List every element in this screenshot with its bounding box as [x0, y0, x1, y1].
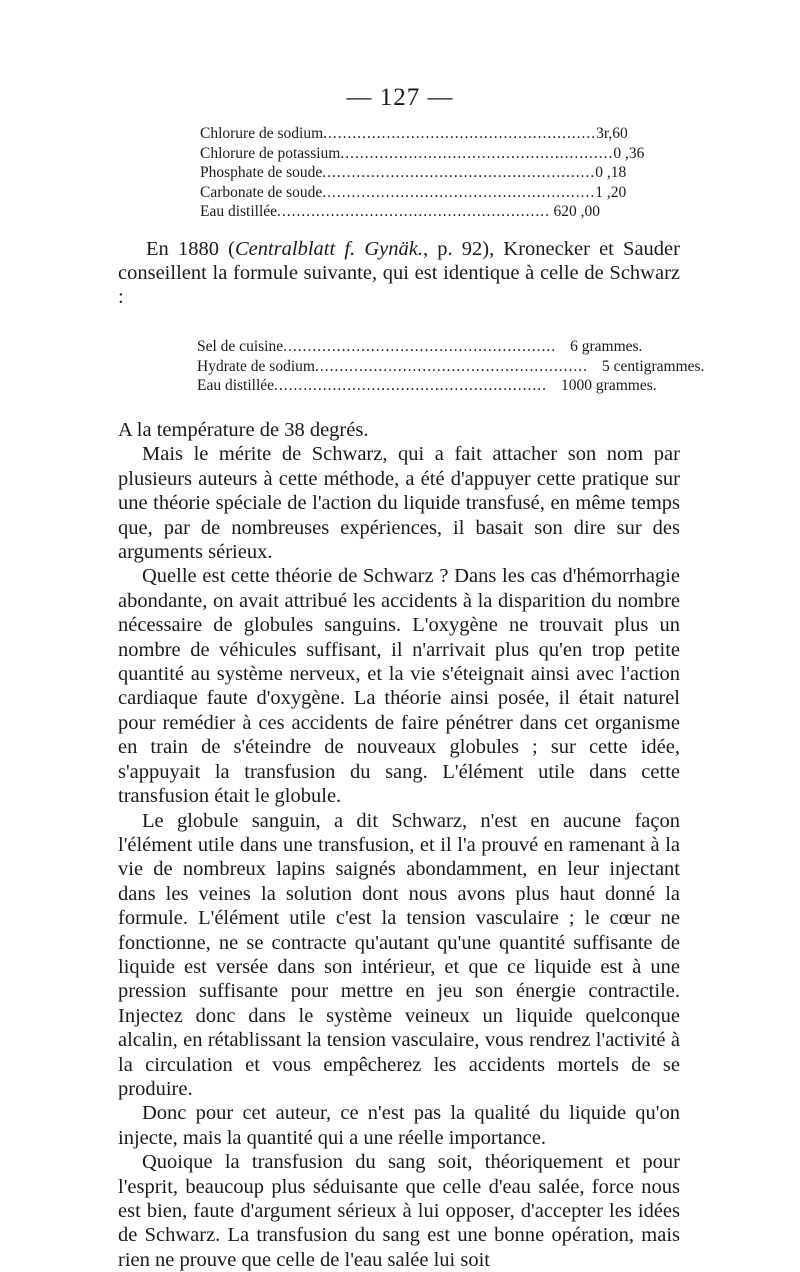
body-text — [118, 418, 680, 1272]
body-paragraph: Le globule sanguin, a dit Schwarz, n'est en aucune façon l'élément utile dans une transfusion, et il l'a prouvé en ramenant à la vie de nombreux lapins saignés abondamment, en leur injectant dans les veines la solution dont nous avons plus haut donné la formule. L'élément utile c'est la tension vasculaire ; le cœur ne fonctionne, ne se contracte qu'autant qu'une quantité suffisante de liquide est versée dans son intérieur, et que ce liquide est à une pression suffisante pour mettre en jeu son énergie contractile. Injectez donc dans le système veineux un liquide quelconque alcalin, en rétablissant la tension vasculaire, vous rendrez l'activité à la circulation et vous empêcherez les accidents mortels de se produire. — [118, 809, 680, 1100]
ingredient-value: 1 ,20 — [595, 183, 627, 201]
body-paragraph: Mais le mérite de Schwarz, qui a fait attacher son nom par plusieurs auteurs à cette méthode, a été d'appuyer cette pratique sur une théorie spéciale de l'action du liquide transfusé, en même temps que, par de nombreuses expériences, il basait son dire sur des arguments sérieux. — [118, 443, 680, 564]
ingredient-label: Carbonate de soude — [200, 183, 323, 201]
leader-dots: ........................................................ — [283, 338, 557, 355]
table-row — [200, 163, 627, 183]
ingredient-label: Sel de cuisine — [197, 338, 284, 355]
ingredient-value: 620 ,00 — [553, 203, 600, 220]
leader-dots: ........................................................ — [323, 125, 597, 142]
ingredient-label: Phosphate de soude — [200, 164, 323, 181]
body-paragraph: Donc pour cet auteur, ce n'est pas la qualité du liquide qu'on injecte, mais la quantité qui a une réelle importance. — [118, 1102, 680, 1149]
table-row — [200, 202, 600, 222]
table-row — [197, 337, 643, 357]
ingredient-value: 5 centigrammes. — [601, 357, 705, 375]
table-row — [200, 183, 627, 203]
intro-paragraph — [118, 237, 680, 309]
table-row — [197, 376, 657, 396]
ingredient-value: 1000 grammes. — [561, 377, 657, 394]
leader-dots: ........................................................ — [322, 164, 596, 181]
body-paragraph: Quoique la transfusion du sang soit, théoriquement et pour l'esprit, beaucoup plus séduisante que celle d'eau salée, force nous est bien, faute d'argument sérieux à lui opposer, d'accepter les idées de Schwarz. La transfusion du sang est une bonne opération, mais rien ne prouve que celle de l'eau salée lui soit — [118, 1151, 680, 1271]
ingredient-label: Eau distillée — [197, 377, 275, 394]
leader-dots: ........................................................ — [274, 377, 548, 394]
leader-dots: ........................................................ — [340, 144, 614, 162]
leader-dots: ........................................................ — [314, 357, 588, 375]
ingredient-label: Chlorure de potassium — [200, 144, 341, 162]
saline-composition-table-2 — [197, 337, 705, 396]
ingredient-label: Hydrate de sodium — [197, 357, 315, 375]
leader-dots: ........................................................ — [322, 183, 596, 201]
ingredient-value: 0 ,36 — [613, 144, 645, 162]
table-row — [197, 357, 705, 377]
journal-citation: Centralblatt f. Gynäk. — [234, 238, 423, 260]
ingredient-label: Chlorure de sodium — [200, 125, 324, 142]
body-paragraph: Quelle est cette théorie de Schwarz ? Dans les cas d'hémorrhagie abondante, on avait attribué les accidents à la disparition du nombre nécessaire de globules sanguins. L'oxygène ne trouvait plus un nombre de véhicules suffisant, il n'arrivait plus qu'en trop petite quantité au système nerveux, et la vie s'éteignait ainsi avec l'action cardiaque faute d'oxygène. La théorie ainsi posée, il était naturel pour remédier à ces accidents de faire pénétrer dans cet organisme en train de s'éteindre de nouveaux globules ; sur cette idée, s'appuyait la transfusion du sang. L'élément utile dans cette transfusion était le globule. — [118, 565, 680, 808]
ingredient-value: 3r,60 — [596, 125, 628, 142]
ingredient-value: 0 ,18 — [595, 164, 627, 181]
intro-text-before: En 1880 ( — [146, 238, 235, 260]
ingredient-label: Eau distillée — [200, 203, 278, 220]
saline-composition-table-1 — [200, 124, 645, 222]
table-row — [200, 124, 628, 144]
leader-dots: ........................................................ — [277, 203, 551, 220]
intro-text-after: , p. 92), Kronecker et Sauder conseillent la formule suivante, qui est identique à celle de Schwarz : — [118, 238, 680, 308]
table-row — [200, 144, 645, 164]
page-number: — 127 — — [346, 84, 454, 111]
ingredient-value: 6 grammes. — [570, 338, 643, 355]
body-paragraph: A la température de 38 degrés. — [118, 419, 369, 441]
